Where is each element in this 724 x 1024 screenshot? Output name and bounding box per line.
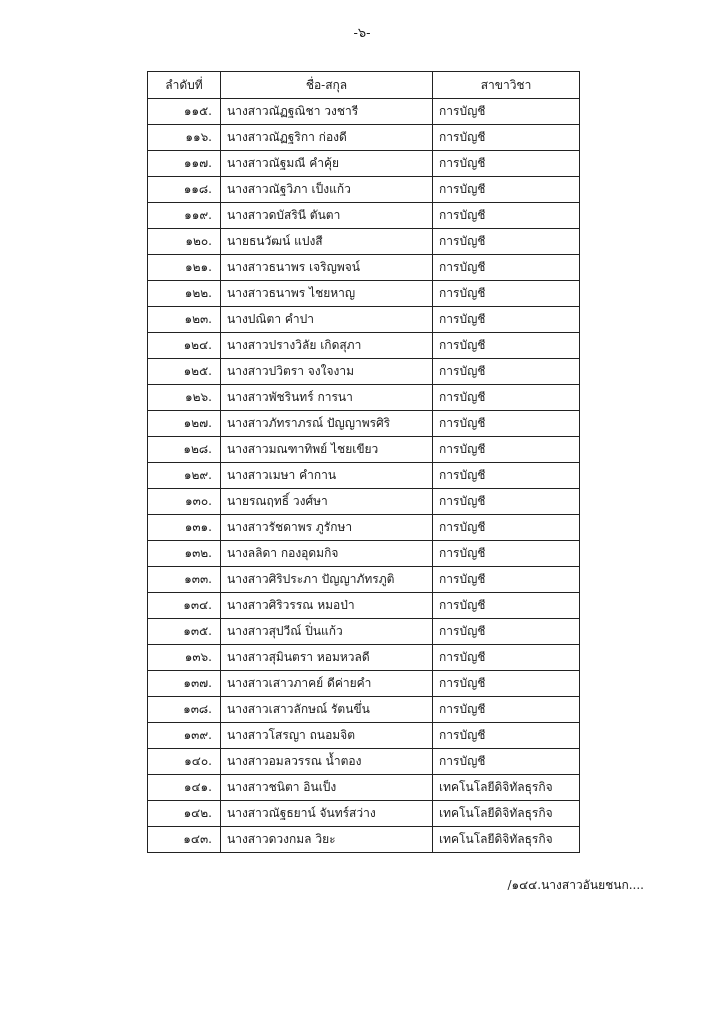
- continuation-note: /๑๔๔.นางสาวอันยชนก....: [507, 878, 644, 892]
- row-name: นางสาวณัฐธยาน์ จันทร์สว่าง: [221, 801, 433, 827]
- row-name: นายธนวัฒน์ แปงสี: [221, 229, 433, 255]
- table-row: [148, 437, 580, 463]
- table-row: [148, 645, 580, 671]
- table-row: [148, 151, 580, 177]
- row-name: นางสาวศิริวรรณ หมอป่า: [221, 593, 433, 619]
- row-number: ๑๓๐.: [148, 489, 221, 515]
- row-major: การบัญชี: [433, 723, 580, 749]
- row-name: นางสาวปวิตรา จงใจงาม: [221, 359, 433, 385]
- row-name: นางสาวภัทราภรณ์ ปัญญาพรศิริ: [221, 411, 433, 437]
- row-name: นางสาวชนิตา อินเป็ง: [221, 775, 433, 801]
- row-number: ๑๓๖.: [148, 645, 221, 671]
- table-row: [148, 125, 580, 151]
- row-major: การบัญชี: [433, 203, 580, 229]
- row-number: ๑๓๑.: [148, 515, 221, 541]
- row-major: การบัญชี: [433, 515, 580, 541]
- table-row: [148, 463, 580, 489]
- table-row: [148, 723, 580, 749]
- row-major: การบัญชี: [433, 619, 580, 645]
- row-name: นางสาวณัฐวิภา เป็งแก้ว: [221, 177, 433, 203]
- table-row: [148, 749, 580, 775]
- row-major: การบัญชี: [433, 671, 580, 697]
- row-name: นางสาวอมลวรรณ น้ำตอง: [221, 749, 433, 775]
- row-major: การบัญชี: [433, 567, 580, 593]
- row-name: นางสาวธนาพร เจริญพจน์: [221, 255, 433, 281]
- row-major: การบัญชี: [433, 463, 580, 489]
- table-row: [148, 541, 580, 567]
- table-row: [148, 515, 580, 541]
- row-major: การบัญชี: [433, 125, 580, 151]
- row-major: การบัญชี: [433, 645, 580, 671]
- row-number: ๑๔๑.: [148, 775, 221, 801]
- row-major: เทคโนโลยีดิจิทัลธุรกิจ: [433, 801, 580, 827]
- row-major: การบัญชี: [433, 99, 580, 125]
- row-name: นางสาวมณฑาทิพย์ ไชยเขียว: [221, 437, 433, 463]
- row-number: ๑๔๓.: [148, 827, 221, 853]
- table-row: [148, 229, 580, 255]
- row-major: การบัญชี: [433, 489, 580, 515]
- row-major: การบัญชี: [433, 593, 580, 619]
- table-row: [148, 307, 580, 333]
- table-row: [148, 593, 580, 619]
- row-major: การบัญชี: [433, 255, 580, 281]
- table-row: [148, 619, 580, 645]
- row-number: ๑๑๖.: [148, 125, 221, 151]
- student-list-table: [147, 71, 580, 853]
- row-name: นางสาวโสรญา ถนอมจิต: [221, 723, 433, 749]
- column-header-number: ลำดับที่: [148, 72, 221, 99]
- row-name: นางสาวธนาพร ไชยหาญ: [221, 281, 433, 307]
- row-name: นางสาวสุปวีณ์ ปิ่นแก้ว: [221, 619, 433, 645]
- row-major: การบัญชี: [433, 697, 580, 723]
- row-major: การบัญชี: [433, 281, 580, 307]
- row-number: ๑๒๑.: [148, 255, 221, 281]
- row-major: การบัญชี: [433, 359, 580, 385]
- row-number: ๑๒๐.: [148, 229, 221, 255]
- row-name: นางสาวรัชดาพร ภูรักษา: [221, 515, 433, 541]
- row-name: นางสาวณัฏฐริกา ก่องดี: [221, 125, 433, 151]
- row-number: ๑๑๕.: [148, 99, 221, 125]
- row-number: ๑๓๙.: [148, 723, 221, 749]
- row-number: ๑๓๘.: [148, 697, 221, 723]
- row-name: นางสาวพัชรินทร์ การนา: [221, 385, 433, 411]
- table-row: [148, 177, 580, 203]
- table-row: [148, 489, 580, 515]
- row-number: ๑๔๐.: [148, 749, 221, 775]
- row-major: การบัญชี: [433, 749, 580, 775]
- row-name: นางสาวเสาวลักษณ์ รัตนขึ่น: [221, 697, 433, 723]
- table-row: [148, 281, 580, 307]
- row-number: ๑๑๙.: [148, 203, 221, 229]
- row-name: นางสาวปรางวิลัย เกิดสุภา: [221, 333, 433, 359]
- row-number: ๑๒๙.: [148, 463, 221, 489]
- table-row: [148, 385, 580, 411]
- row-number: ๑๓๓.: [148, 567, 221, 593]
- column-header-major: สาขาวิชา: [433, 72, 580, 99]
- table-row: [148, 671, 580, 697]
- table-row: [148, 827, 580, 853]
- row-number: ๑๑๗.: [148, 151, 221, 177]
- row-number: ๑๑๘.: [148, 177, 221, 203]
- table-row: [148, 775, 580, 801]
- column-header-name: ชื่อ-สกุล: [221, 72, 433, 99]
- row-major: การบัญชี: [433, 177, 580, 203]
- row-major: การบัญชี: [433, 229, 580, 255]
- row-major: เทคโนโลยีดิจิทัลธุรกิจ: [433, 827, 580, 853]
- table-row: [148, 411, 580, 437]
- row-number: ๑๒๕.: [148, 359, 221, 385]
- row-name: นางสาวดวงกมล วิยะ: [221, 827, 433, 853]
- row-major: การบัญชี: [433, 541, 580, 567]
- row-major: การบัญชี: [433, 411, 580, 437]
- row-name: นางสาวสุมินตรา หอมหวลดี: [221, 645, 433, 671]
- row-major: เทคโนโลยีดิจิทัลธุรกิจ: [433, 775, 580, 801]
- table-header-row: [148, 72, 580, 99]
- table-row: [148, 255, 580, 281]
- row-number: ๑๒๖.: [148, 385, 221, 411]
- row-number: ๑๒๓.: [148, 307, 221, 333]
- row-number: ๑๒๒.: [148, 281, 221, 307]
- row-name: นางสาวศิริประภา ปัญญาภัทรภูติ: [221, 567, 433, 593]
- table-row: [148, 801, 580, 827]
- row-number: ๑๔๒.: [148, 801, 221, 827]
- row-number: ๑๒๔.: [148, 333, 221, 359]
- row-name: นางสาวเสาวภาคย์ ดีค่ายคำ: [221, 671, 433, 697]
- table-row: [148, 333, 580, 359]
- table-row: [148, 203, 580, 229]
- row-number: ๑๒๗.: [148, 411, 221, 437]
- row-number: ๑๓๕.: [148, 619, 221, 645]
- row-number: ๑๓๗.: [148, 671, 221, 697]
- row-name: นางลลิดา กองอุดมกิจ: [221, 541, 433, 567]
- row-name: นางสาวเมษา คำกาน: [221, 463, 433, 489]
- row-number: ๑๓๔.: [148, 593, 221, 619]
- page-number: -๖-: [353, 26, 371, 41]
- row-number: ๑๒๘.: [148, 437, 221, 463]
- row-major: การบัญชี: [433, 437, 580, 463]
- row-major: การบัญชี: [433, 151, 580, 177]
- row-name: นางสาวดบัสรินี ตันตา: [221, 203, 433, 229]
- table-row: [148, 567, 580, 593]
- row-name: นางสาวณัฏฐณิชา วงชารี: [221, 99, 433, 125]
- row-name: นายรณฤทธิ์ วงศ์ษา: [221, 489, 433, 515]
- row-major: การบัญชี: [433, 307, 580, 333]
- table-row: [148, 359, 580, 385]
- row-name: นางสาวณัฐมณี คำคุ้ย: [221, 151, 433, 177]
- row-number: ๑๓๒.: [148, 541, 221, 567]
- row-major: การบัญชี: [433, 385, 580, 411]
- table-row: [148, 99, 580, 125]
- row-major: การบัญชี: [433, 333, 580, 359]
- row-name: นางปณิตา คำปา: [221, 307, 433, 333]
- table-row: [148, 697, 580, 723]
